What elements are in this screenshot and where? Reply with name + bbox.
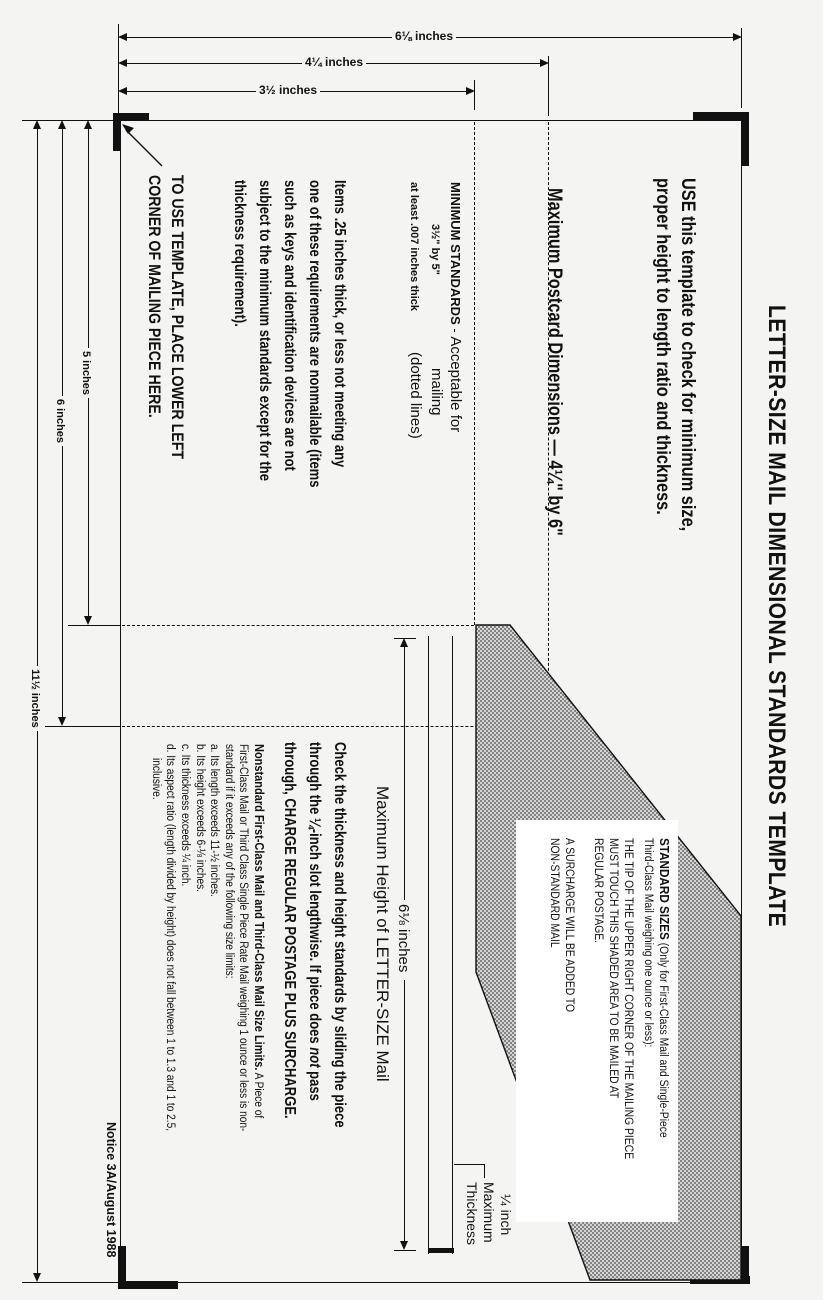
dim-5-inches: 5 inches — [80, 348, 92, 398]
dim-3-1-2: 3½ inches — [256, 83, 320, 97]
max-thickness-label: ¼ inch Maximum Thickness — [464, 1182, 514, 1246]
check-thickness-text: Check the thickness and height standards by sliding the piece through the ¼-inch slot lengthwise. If piece does not pass through, CHARGE REGULAR POSTAGE PLUS SURCHARGE. — [281, 742, 348, 1128]
minimum-standards: MINIMUM STANDARDS - Acceptable for 3½" by 5"mailing at least .007 inches thick(dotted lines) — [407, 182, 464, 439]
dim-4-1-4: 4¼ inches — [302, 55, 366, 69]
place-corner-instruction: TO USE TEMPLATE, PLACE LOWER LEFT CORNER OF MAILING PIECE HERE. — [145, 175, 186, 460]
max-height-label: Maximum Height of LETTER-SIZE Mail — [373, 786, 392, 1082]
dim-6-1-8: 6⅛ inches — [392, 29, 456, 43]
nonstandard-limits-text: Nonstandard First-Class Mail and Third-Class Mail Size Limits. A Piece of First-Class Mail or Third Class Single Piece Rate Mail weighing 1 ounce or less is non- standard if it exceeds any of the following size limits: a. Its length exceeds 11-½ inches. b. Its height exceeds 6-⅛ inches. c. Its thickness exceeds ¼ inch. d. Its aspect ratio (length divided by height) does not fall between 1 to 1.3 and 1 to 2.5, inclusive. — [149, 744, 266, 1132]
page-title: LETTER-SIZE MAIL DIMENSIONAL STANDARDS TEMPLATE — [763, 305, 790, 928]
intro-text: USE this template to check for minimum size, proper height to length ratio and thickness. — [652, 178, 698, 532]
notice-label: Notice 3A/August 1988 — [104, 1122, 118, 1258]
items-nonmailable-text: Items .25 inches thick, or less not meeting any one of these requirements are nonmailable (items such as keys and identification devices are not subject to the minimum standards except for the thickness requirement). — [231, 180, 348, 488]
dim-11-1-2-inches: 11½ inches — [29, 666, 41, 731]
standard-sizes-text: STANDARD SIZES (Only for First-Class Mail and Single-Piece Third-Class Mail weighing one ounce or less): THE TIP OF THE UPPER RIGHT CORNER OF THE MAILING PIECE MUST TOUCH THIS SHADED AREA TO BE MAILED AT REGULAR POSTAGE. A SURCHARGE WILL BE ADDED TO NON-STANDARD MAIL — [548, 838, 672, 1160]
dim-6-inches: 6 inches — [54, 396, 66, 446]
max-height-value: 6⅛ inches — [395, 900, 412, 976]
postcard-dimensions: Maximum Postcard Dimensions — 4¼" by 6" — [544, 188, 565, 536]
